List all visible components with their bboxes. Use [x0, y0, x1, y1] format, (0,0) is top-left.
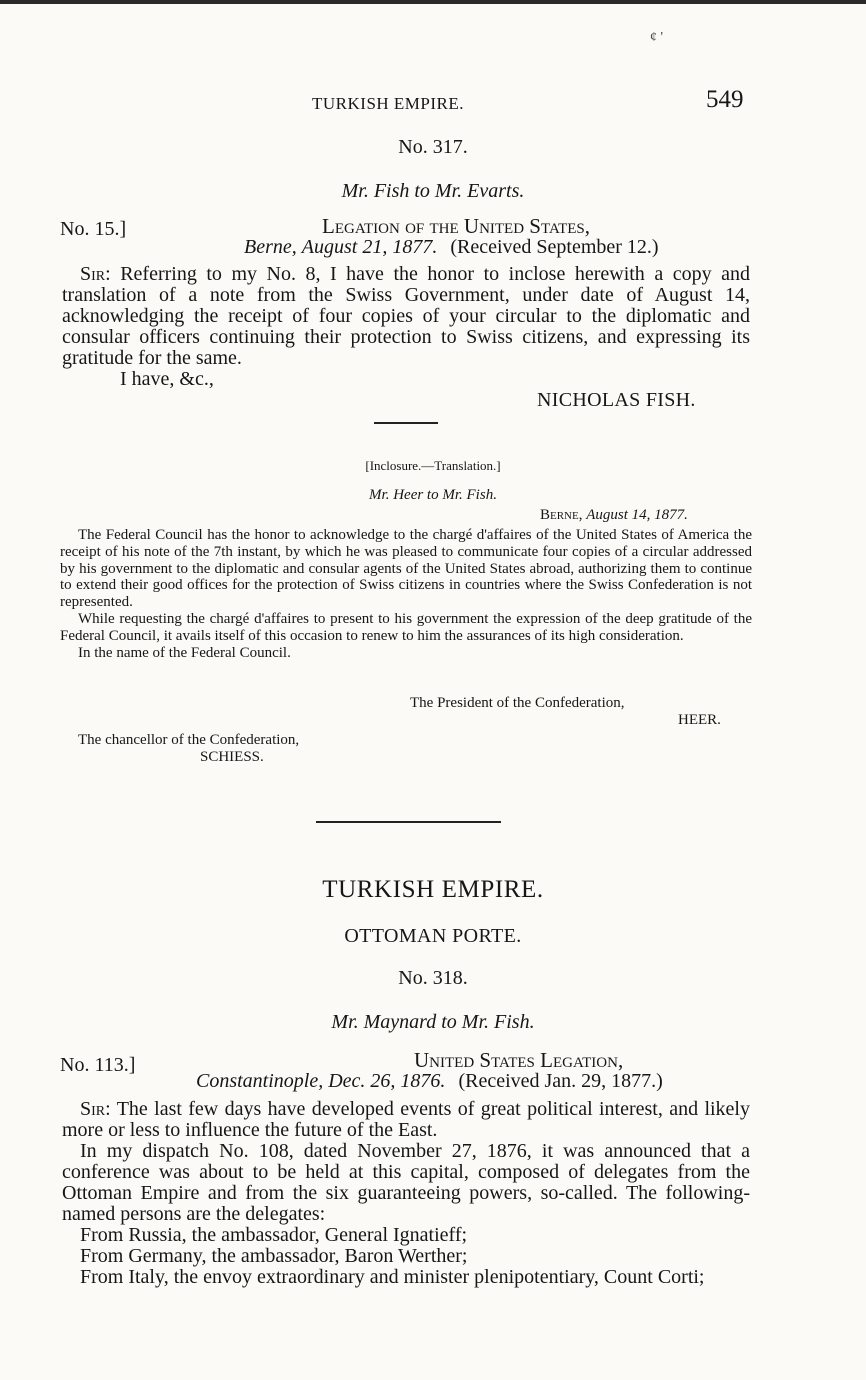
body-318-text-1: The last few days have developed events of great political interest, and likely more or less to influence the future of the East. [62, 1098, 750, 1141]
inclosure-paragraph-2: While requesting the chargé d'affaires to present to his government the expression of the deep gratitude of the Federal Council, it avails itself of this occasion to renew to him the assurances of its high consideration. [60, 610, 752, 644]
inclosure-label: [Inclosure.—Translation.] [365, 458, 501, 473]
inclosure-title: Mr. Heer to Mr. Fish. [369, 487, 497, 503]
dateline-317 [244, 236, 659, 259]
inclosure-paragraph-3: In the name of the Federal Council. [78, 644, 291, 661]
page-top-border [0, 0, 866, 4]
body-318 [62, 1099, 750, 1288]
president-name: HEER. [678, 712, 721, 728]
body-318-paragraph-5: From Italy, the envoy extraordinary and minister plenipotentiary, Count Corti; [80, 1266, 705, 1288]
dateline-318 [196, 1070, 663, 1093]
separator-short [374, 422, 438, 424]
body-318-paragraph-3: From Russia, the ambassador, General Ignatieff; [80, 1224, 468, 1246]
section-title: TURKISH EMPIRE. [322, 876, 544, 903]
closing-317 [62, 369, 750, 390]
inclosure-date: August 14, 1877. [586, 507, 688, 523]
closing-317-text: I have, &c., [120, 368, 214, 390]
chancellor-name: SCHIESS. [200, 749, 264, 765]
inclosure-place: Berne, [540, 507, 583, 523]
salutation-317: Sir: [80, 263, 111, 285]
origin-legation: Legation of the United States, [322, 214, 591, 238]
body-317-paragraph [62, 264, 750, 369]
president-line: The President of the Confederation, [410, 695, 625, 711]
dateline-date: August 21, 1877. [301, 236, 438, 258]
dateline-318-received: (Received Jan. 29, 1877.) [458, 1070, 663, 1092]
page-number: 549 [706, 86, 744, 113]
doc-title-317: Mr. Fish to Mr. Evarts. [341, 180, 525, 202]
body-317 [62, 264, 750, 390]
signature-317: NICHOLAS FISH. [537, 389, 696, 411]
body-317-text: Referring to my No. 8, I have the honor to inclose herewith a copy and translation of a note from the Swiss Government, under date of August 14, acknowledging the receipt of four copies of your circular to the diplomatic and consular officers continuing their protection to Swiss citizens, and expressing its gratitude for the same. [62, 263, 750, 369]
separator-long [316, 821, 501, 823]
running-title: TURKISH EMPIRE. [312, 94, 465, 113]
dateline-318-place: Constantinople, [196, 1070, 324, 1092]
stray-mark: ¢ ' [650, 30, 664, 45]
dispatch-number-113: No. 113.] [60, 1054, 136, 1076]
inclosure-dateline [540, 507, 688, 524]
body-318-paragraph-2: In my dispatch No. 108, dated November 27, 1876, it was announced that a conference was about to be held at this capital, composed of delegates from the Ottoman Empire and from the six guaranteeing powers, so-called. The following-named persons are the delegates: [62, 1140, 750, 1225]
doc-title-318: Mr. Maynard to Mr. Fish. [331, 1011, 535, 1033]
dispatch-number-15: No. 15.] [60, 218, 127, 240]
origin-us-legation: United States Legation, [414, 1048, 624, 1072]
doc-number-317: No. 317. [398, 136, 468, 158]
body-318-paragraph-4: From Germany, the ambassador, Baron Werther; [80, 1245, 468, 1267]
inclosure-paragraph-1: The Federal Council has the honor to acknowledge to the chargé d'affaires of the United States of America the receipt of his note of the 7th instant, by which he was pleased to communicate four copies of a circular addressed by his government to the diplomatic and consular agents of the United States abroad, authorizing them to continue to extend their good offices for the protection of Swiss citizens in countries where the Swiss Confederation is not represented. [60, 527, 752, 611]
dateline-place: Berne, [244, 236, 297, 258]
doc-number-318: No. 318. [398, 967, 468, 989]
dateline-received: (Received September 12.) [450, 236, 659, 258]
inclosure-body [60, 527, 752, 661]
body-318-paragraph-1 [62, 1099, 750, 1141]
section-subtitle: OTTOMAN PORTE. [344, 925, 522, 947]
chancellor-line: The chancellor of the Confederation, [78, 732, 300, 748]
dateline-318-date: Dec. 26, 1876. [328, 1070, 446, 1092]
salutation-318: Sir: [80, 1098, 111, 1120]
